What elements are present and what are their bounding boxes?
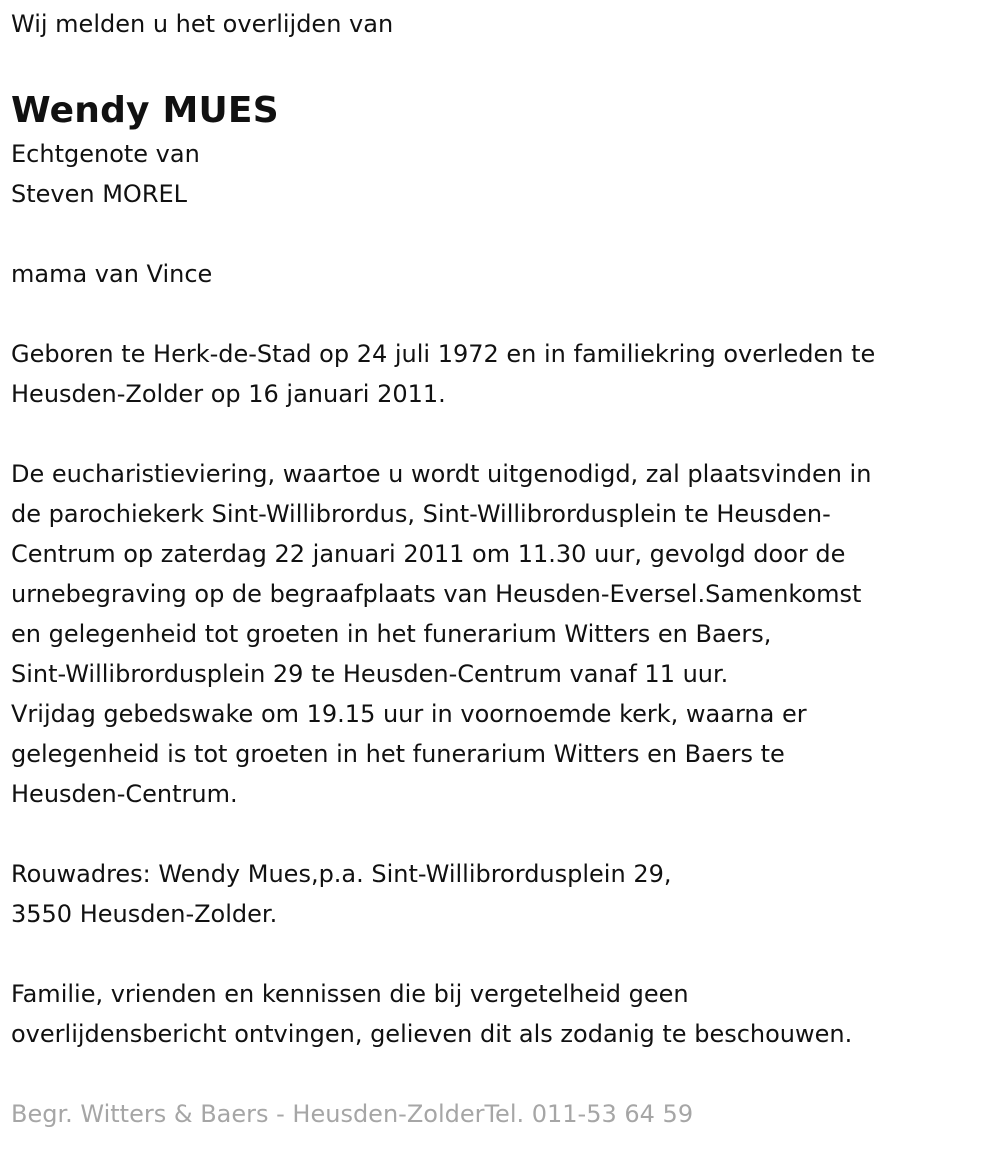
funeral-home-footer: Begr. Witters & Baers - Heusden-ZolderTel. 011-53 64 59 <box>11 1100 694 1128</box>
paragraph-line: Geboren te Herk-de-Stad op 24 juli 1972 en in familiekring overleden te <box>11 340 876 368</box>
spouse-name: Steven MOREL <box>11 180 188 208</box>
spacer <box>11 814 986 854</box>
intro-text: Wij melden u het overlijden van <box>11 10 394 38</box>
ceremony-paragraph <box>11 454 986 814</box>
paragraph-line: Familie, vrienden en kennissen die bij vergetelheid geen <box>11 980 689 1008</box>
paragraph-line: en gelegenheid tot groeten in het funerarium Witters en Baers, <box>11 620 772 648</box>
spouse-prefix: Echtgenote van <box>11 140 200 168</box>
paragraph-line: gelegenheid is tot groeten in het funerarium Witters en Baers te <box>11 740 785 768</box>
paragraph-line: De eucharistieviering, waartoe u wordt uitgenodigd, zal plaatsvinden in <box>11 460 872 488</box>
paragraph-line: overlijdensbericht ontvingen, gelieven dit als zodanig te beschouwen. <box>11 1020 853 1048</box>
paragraph-line: urnebegraving op de begraafplaats van Heusden-Eversel.Samenkomst <box>11 580 862 608</box>
paragraph-line: Vrijdag gebedswake om 19.15 uur in voornoemde kerk, waarna er <box>11 700 807 728</box>
spacer <box>11 1054 986 1094</box>
children-text: mama van Vince <box>11 260 213 288</box>
spacer <box>11 44 986 84</box>
spacer <box>11 934 986 974</box>
spacer <box>11 414 986 454</box>
spacer <box>11 214 986 254</box>
address-paragraph <box>11 854 986 934</box>
death-notice <box>11 4 986 1134</box>
paragraph-line: Sint-Willibrordusplein 29 te Heusden-Centrum vanaf 11 uur. <box>11 660 729 688</box>
birth-death-paragraph <box>11 334 986 414</box>
paragraph-line: 3550 Heusden-Zolder. <box>11 900 278 928</box>
paragraph-line: de parochiekerk Sint-Willibrordus, Sint-Willibrordusplein te Heusden- <box>11 500 831 528</box>
paragraph-line: Heusden-Zolder op 16 januari 2011. <box>11 380 446 408</box>
deceased-name: Wendy MUES <box>11 90 279 131</box>
paragraph-line: Centrum op zaterdag 22 januari 2011 om 11.30 uur, gevolgd door de <box>11 540 846 568</box>
closing-paragraph <box>11 974 986 1054</box>
paragraph-line: Heusden-Centrum. <box>11 780 238 808</box>
spacer <box>11 294 986 334</box>
paragraph-line: Rouwadres: Wendy Mues,p.a. Sint-Willibrordusplein 29, <box>11 860 672 888</box>
